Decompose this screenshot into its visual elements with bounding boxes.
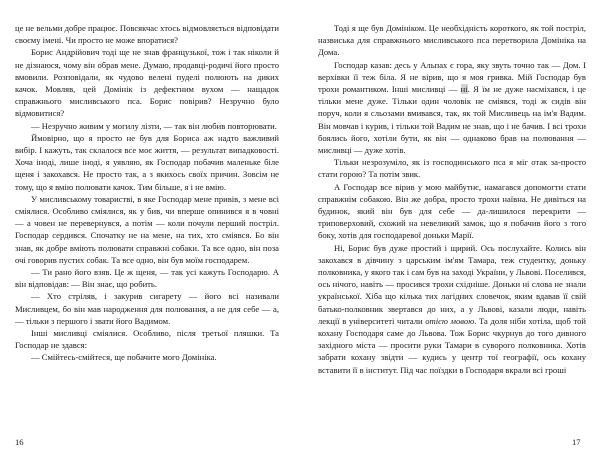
text-segment: — Смійтесь-смійтеся, ще побачите мого Домініка.: [31, 352, 217, 363]
paragraph: [15, 290, 279, 327]
paragraph: [318, 156, 586, 180]
text-segment: Інші мисливці сміялися. Особливо, після третьої пляшки. Та Господар не здався:: [15, 328, 279, 351]
text-segment: А Господар все вірив у мою майбутнє, намагався допомогти стати справжнім собакою. Він же добра, просто трохи наївна. Не дивіться на будинок, який він був для себе — да-лишилося перекрити — триповерховий, схожий на невеликий замок, що я побачив його з того боку, хотів для господаревої доньки Марії.: [318, 181, 586, 241]
left-page-number: 16: [15, 437, 24, 447]
text-segment: . Я їм не дуже насміхався, і це тільки мене дуже. Тільки один чоловік не сміявся, тоді ж сидів він поруч, коли я сльозами вмивався, так, як той Мисливець на ім'я Вадим. Він мовчав і курив, і тільки той Вадим не знав, що і не бачив. І всі трохи боялись його, хотіли бути, як він — однаково брав на полювання — мисливці — дуже хотів.: [318, 84, 586, 156]
text-segment: У мисливському товаристві, в яке Господар мене привів, з мене всі сміялися. Особливо сміялися, як у бив, чи вперше опинився я в човні — а човен не перевернувся, а потім — коли почули перший постріл. Господар сердився. Спочатку не на мене, на тих, хто сміявся. Бо він знав, як добре вміють полювати справжні собаки. Та все одно, він поза очі говорив пустих собак. Та все одно, він був моїм господарем.: [15, 193, 279, 265]
paragraph: [15, 351, 279, 363]
paragraph: [318, 242, 586, 376]
text-segment: — Хто стріляв, і закурив сигарету — його всі називали Мисливцем, бо він мав народження для полювання, а не для себе — а, — тільки з першого і звати його Вадимом.: [15, 291, 279, 326]
text-segment: — Ти рано його взяв. Це ж щеня, — так усі кажуть Господарю. А він відповідав: — Він знає, що робить.: [15, 267, 279, 290]
highlighted-text: ні: [460, 84, 468, 95]
paragraph: [15, 46, 279, 119]
paragraph: [318, 181, 586, 242]
text-segment: Ні, Борис був дуже простий і щирий. Ось послухайте. Колись він закохався в дівчину з царським ім'ям Тамара, теж студентку, доньку полковника, у якого так і сам був на заході України, у Львові. Поселився, ось нічого, навіть — просився трохи східніше. Доньки ні слова не знали української. Хіба що кілька тих лагідних словечок, яким вдавав її свій батько-полковник звертався до них, а у Львові, казали люди, навіть лекції в університеті читали: [318, 242, 586, 326]
paragraph: [15, 22, 279, 46]
text-segment: Господар казав: десь у Альпах є гора, яку звуть точно так — Дом. І верхівки її теж біла. Я не вірив, що я моя гривка. Мій Господар був трохи романтиком. Інші мисливці —: [318, 59, 586, 95]
right-page: [318, 22, 586, 376]
paragraph: [318, 59, 586, 157]
text-segment: . Та доля ніби хотіла, щоб той кохану Господаря саме до Львова. Тож Борис чкурнув до того дивного західного міста — просити руки Тамари в суворого полковника. Хотів забрати кохану звідти — кудись у центр тої географії, ось кохану вставити її в інститут. Під час поїздки в Господаря вкрали всі гроші: [318, 315, 586, 375]
paragraph: [318, 22, 586, 59]
text-segment: Тільки незрозуміло, як із господинського пса я міг отак за-просто стати горою? Та потім звик.: [318, 157, 586, 180]
text-segment: Тоді я ще був Домініком. Це необхідність короткого, як той постріл, назвиська для справжнього мисливського пса перетворила Домініка на Дома.: [318, 23, 586, 58]
paragraph: [15, 193, 279, 266]
paragraph: [15, 266, 279, 290]
text-segment: Борис Андрійович тоді ще не знав французької, тож і так ніколи й не дізнаюся, чому він обрав мене. Думаю, продавці-родичі його просто вмовили. Розповідали, як чудово велені пуделі полюють на диких качок. Мовляв, цей Домінік із дефектним вухом — нащадок справжнього мисливського пса. Борис повірив? Незручно було відмовитися?: [15, 47, 279, 119]
paragraph: [15, 120, 279, 132]
text-segment: — Незручно живим у могилу лізти, — так він любив повторювати.: [31, 120, 277, 131]
right-page-number: 17: [572, 437, 581, 447]
paragraph: [15, 132, 279, 193]
italic-text: отією мовою: [425, 315, 475, 326]
left-page: [15, 22, 279, 364]
text-segment: Ймовірно, що я просто не був для Бориса аж надто важливий вибір. І кажуть, так склалося все моє життя, — результат випадковості. Хоча іноді, лише іноді, я уявляю, як Господар побачив маленьке біле щеня і закохався. Не просто так, а з якихось своїх причин. Зовсім не тому, що я вмію полювати качок. Тим більше, я і не вмію.: [15, 132, 279, 192]
paragraph: [15, 327, 279, 351]
text-segment: це не вельми добре працює. Повсякчас хтось відмовляється відповідати своєму імені. Чи просто не може впоратися?: [15, 23, 279, 46]
